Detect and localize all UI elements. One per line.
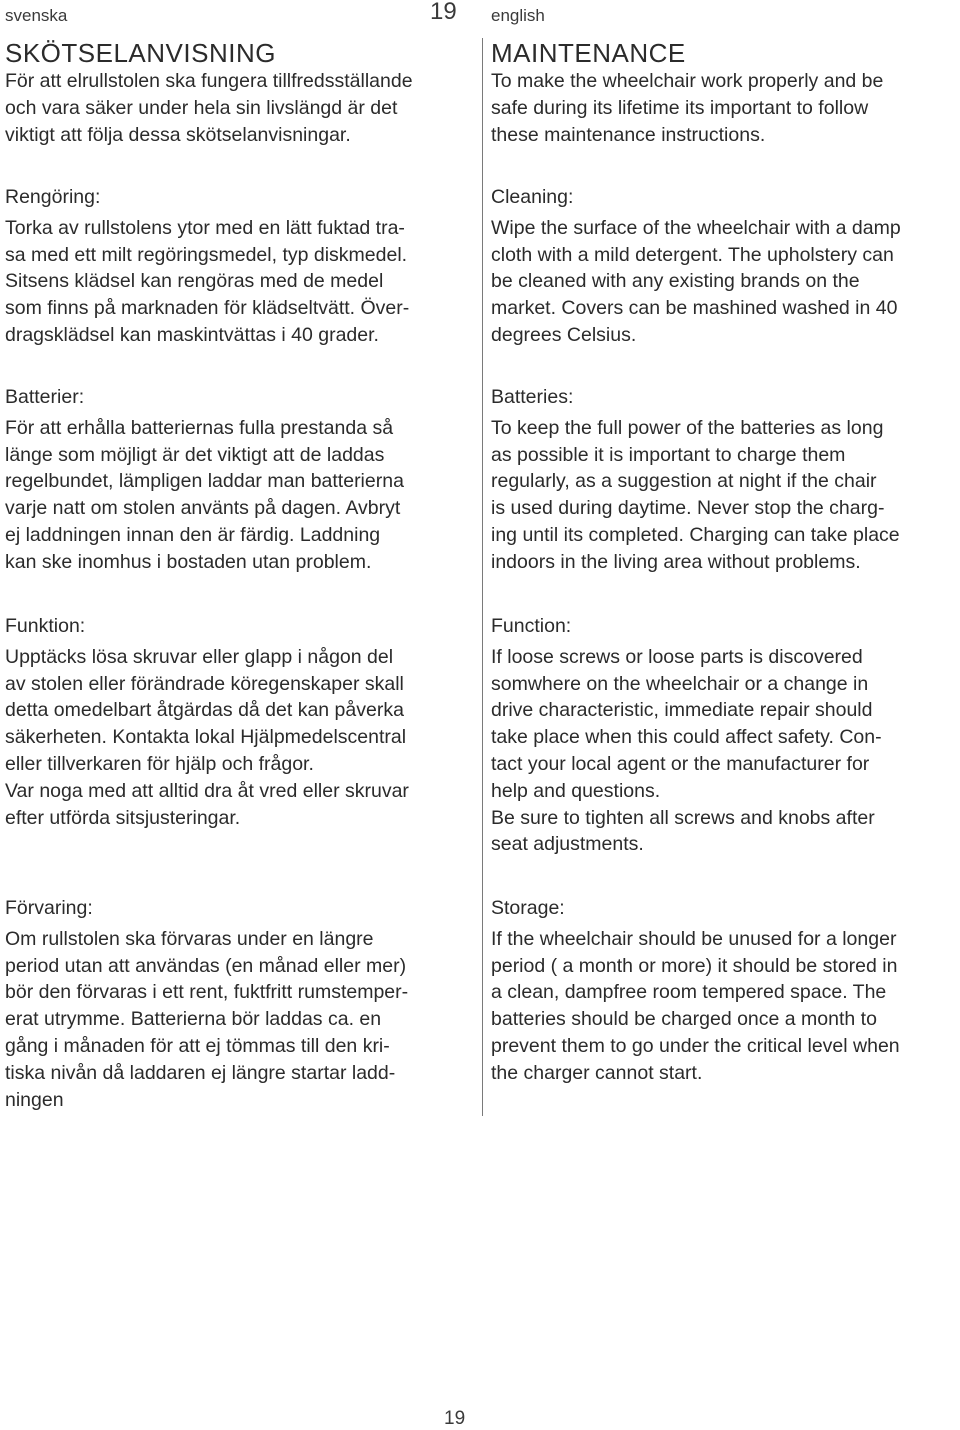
text-line: To make the wheelchair work properly and be [491,70,884,92]
text-line: tact your local agent or the manufacturer for [491,752,870,775]
text-line: ej laddningen innan den är färdig. Laddning [5,523,381,546]
text-line: erat utrymme. Batterierna bör laddas ca. en [5,1008,382,1031]
text-line: varje natt om stolen använts på dagen. Avbryt [5,497,401,520]
text-line: drive characteristic, immediate repair should [491,699,873,722]
text-line: Om rullstolen ska förvaras under en längre [5,927,374,950]
text-line: Var noga med att alltid dra åt vred eller skruvar [5,779,409,802]
text-line: degrees Celsius. [491,323,637,346]
text-line: eller tillverkaren för hjälp och frågor. [5,752,314,775]
text-line: För att elrullstolen ska fungera tillfredsställande [5,70,413,92]
text-line: somwhere on the wheelchair or a change in [491,672,869,695]
text-line: take place when this could affect safety. Con- [491,726,882,749]
text-line: indoors in the living area without problems. [491,550,861,573]
text-line: Torka av rullstolens ytor med en lätt fuktad tra- [5,216,405,239]
language-label-swedish: svenska [5,6,68,25]
english-cleaning-section [491,184,960,349]
language-label-english: english [491,6,545,25]
text-line: efter utförda sitsjusteringar. [5,806,241,829]
text-line: säkerheten. Kontakta lokal Hjälpmedelscentral [5,726,407,749]
english-intro [491,68,960,148]
text-line: gång i månaden för att ej tömmas till den kri- [5,1034,390,1057]
text-line: If loose screws or loose parts is discovered [491,645,863,668]
english-function-section [491,613,960,858]
text-line: kan ske inomhus i bostaden utan problem. [5,550,372,573]
text-line: Upptäcks lösa skruvar eller glapp i någon del [5,645,394,668]
text-line: bör den förvaras i ett rent, fuktfritt rumstemper- [5,981,409,1004]
english-storage-section [491,895,960,1087]
text-line: av stolen eller förändrade köregenskaper skall [5,672,404,695]
text-line: seat adjustments. [491,833,644,856]
text-line: länge som möjligt är det viktigt att de laddas [5,443,385,466]
swedish-function-section [5,613,475,831]
text-line: To keep the full power of the batteries as long [491,416,884,439]
text-line: the charger cannot start. [491,1061,703,1084]
column-divider [482,38,483,1116]
text-line: batteries should be charged once a month to [491,1008,877,1031]
text-line: regularly, as a suggestion at night if the chair [491,470,877,493]
swedish-column [5,38,475,1111]
text-line: as possible it is important to charge them [491,443,846,466]
text-line: help and questions. [491,779,661,802]
text-line: För att erhålla batteriernas fulla prestanda så [5,416,394,439]
text-line: och vara säker under hela sin livslängd är det [5,96,398,119]
swedish-title: SKÖTSELANVISNING [5,38,276,68]
text-line: tiska nivån då laddaren ej längre startar ladd- [5,1061,396,1084]
swedish-batteries-section [5,384,475,576]
swedish-storage-heading: Förvaring: [5,897,93,919]
text-line: ningen [5,1088,64,1111]
text-line: is used during daytime. Never stop the charg- [491,497,885,520]
text-line: regelbundet, lämpligen laddar man batterierna [5,470,404,493]
text-line: Be sure to tighten all screws and knobs after [491,806,875,829]
text-line: If the wheelchair should be unused for a longer [491,927,897,950]
text-line: a clean, dampfree room tempered space. The [491,981,887,1004]
text-line: safe during its lifetime its important to follow [491,96,869,119]
english-batteries-heading: Batteries: [491,386,574,408]
text-line: period utan att användas (en månad eller mer) [5,954,407,977]
text-line: cloth with a mild detergent. The upholstery can [491,243,894,266]
english-cleaning-heading: Cleaning: [491,186,574,208]
text-line: som finns på marknaden för klädseltvätt. Över- [5,297,410,320]
english-batteries-section [491,384,960,576]
swedish-function-heading: Funktion: [5,615,86,637]
text-line: market. Covers can be mashined washed in 40 [491,297,898,320]
page-number-top: 19 [430,0,457,25]
english-storage-heading: Storage: [491,897,565,919]
text-line: prevent them to go under the critical level when [491,1034,900,1057]
swedish-cleaning-heading: Rengöring: [5,186,101,208]
text-line: period ( a month or more) it should be stored in [491,954,898,977]
text-line: detta omedelbart åtgärdas då det kan påverka [5,699,404,722]
text-line: ing until its completed. Charging can take place [491,523,900,546]
text-line: viktigt att följa dessa skötselanvisningar. [5,123,351,146]
swedish-storage-section [5,895,475,1113]
swedish-cleaning-section [5,184,475,349]
text-line: dragsklädsel kan maskintvättas i 40 grader. [5,323,379,346]
english-column [491,38,960,1084]
text-line: Sitsens klädsel kan rengöras med de medel [5,270,384,293]
text-line: Wipe the surface of the wheelchair with a damp [491,216,901,239]
english-title: MAINTENANCE [491,38,686,68]
english-function-heading: Function: [491,615,572,637]
text-line: sa med ett milt regöringsmedel, typ diskmedel. [5,243,408,266]
swedish-intro [5,68,475,148]
swedish-batteries-heading: Batterier: [5,386,85,408]
text-line: these maintenance instructions. [491,123,766,146]
page-number-bottom: 19 [444,1408,466,1429]
text-line: be cleaned with any existing brands on the [491,270,860,293]
